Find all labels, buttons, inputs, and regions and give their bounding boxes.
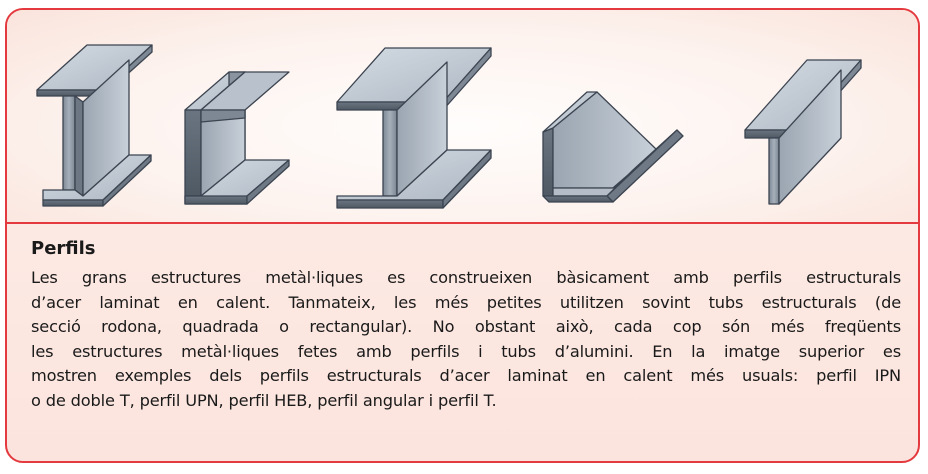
caption-line: d’acer laminat en calent. Tanmateix, les més petites utilitzen sovint tubs estructurals (de: [31, 292, 901, 312]
caption-line: les estructures metàl·liques fetes amb perfils i tubs d’alumini. En la imatge superior es: [31, 341, 901, 361]
profiles-illustration: [7, 10, 918, 222]
h-beam-heb-icon: [337, 48, 491, 208]
caption-line: mostren exemples dels perfils estructurals d’acer laminat en calent més usuals: perfil IPN: [31, 366, 901, 386]
i-beam-ipn-icon: [37, 45, 152, 206]
caption-line: secció rodona, quadrada o rectangular). No obstant això, cada cop són més freqüents: [31, 317, 901, 337]
caption: [31, 238, 901, 414]
caption-line: o de doble T, perfil UPN, perfil HEB, perfil angular i perfil T.: [31, 390, 497, 410]
caption-line: Les grans estructures metàl·liques es construeixen bàsicament amb perfils estructurals: [31, 268, 901, 287]
caption-title: Perfils: [31, 238, 96, 259]
angle-profile-icon: [543, 92, 683, 202]
section-divider: [7, 222, 918, 224]
caption-body: [31, 266, 901, 414]
channel-upn-icon: [185, 72, 289, 204]
info-card: [5, 8, 920, 463]
t-profile-icon: [745, 60, 861, 204]
